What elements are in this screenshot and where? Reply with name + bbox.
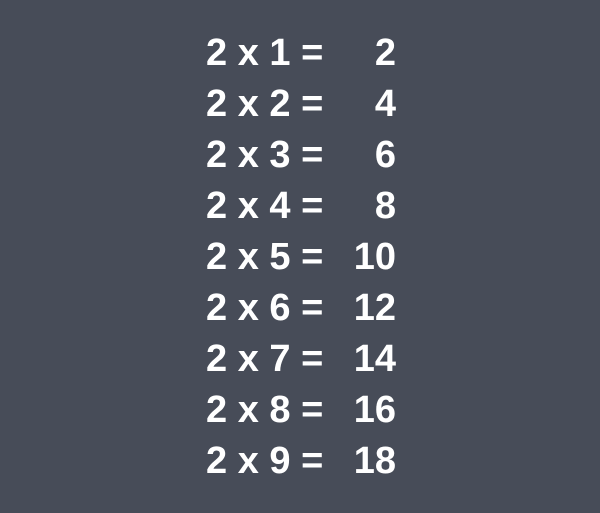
table-row <box>206 132 396 178</box>
row-expression: 2 x 6 = <box>206 287 324 329</box>
row-result: 16 <box>353 389 396 431</box>
row-expression: 2 x 7 = <box>206 338 324 380</box>
table-row <box>206 81 396 127</box>
row-expression: 2 x 5 = <box>206 236 324 278</box>
row-expression: 2 x 2 = <box>206 83 324 125</box>
row-expression: 2 x 8 = <box>206 389 324 431</box>
row-expression: 2 x 3 = <box>206 134 324 176</box>
row-expression: 2 x 9 = <box>206 440 324 482</box>
table-row <box>206 30 396 76</box>
table-row <box>206 438 396 484</box>
table-row <box>206 183 396 229</box>
table-row <box>206 234 396 280</box>
row-result: 2 <box>374 32 396 74</box>
row-expression: 2 x 1 = <box>206 32 324 74</box>
row-result: 6 <box>374 134 396 176</box>
table-row <box>206 336 396 382</box>
row-result: 18 <box>353 440 396 482</box>
table-row <box>206 285 396 331</box>
row-expression: 2 x 4 = <box>206 185 324 227</box>
row-result: 8 <box>374 185 396 227</box>
row-result: 4 <box>374 83 396 125</box>
row-result: 10 <box>353 236 396 278</box>
table-row <box>206 387 396 433</box>
row-result: 12 <box>353 287 396 329</box>
row-result: 14 <box>353 338 396 380</box>
